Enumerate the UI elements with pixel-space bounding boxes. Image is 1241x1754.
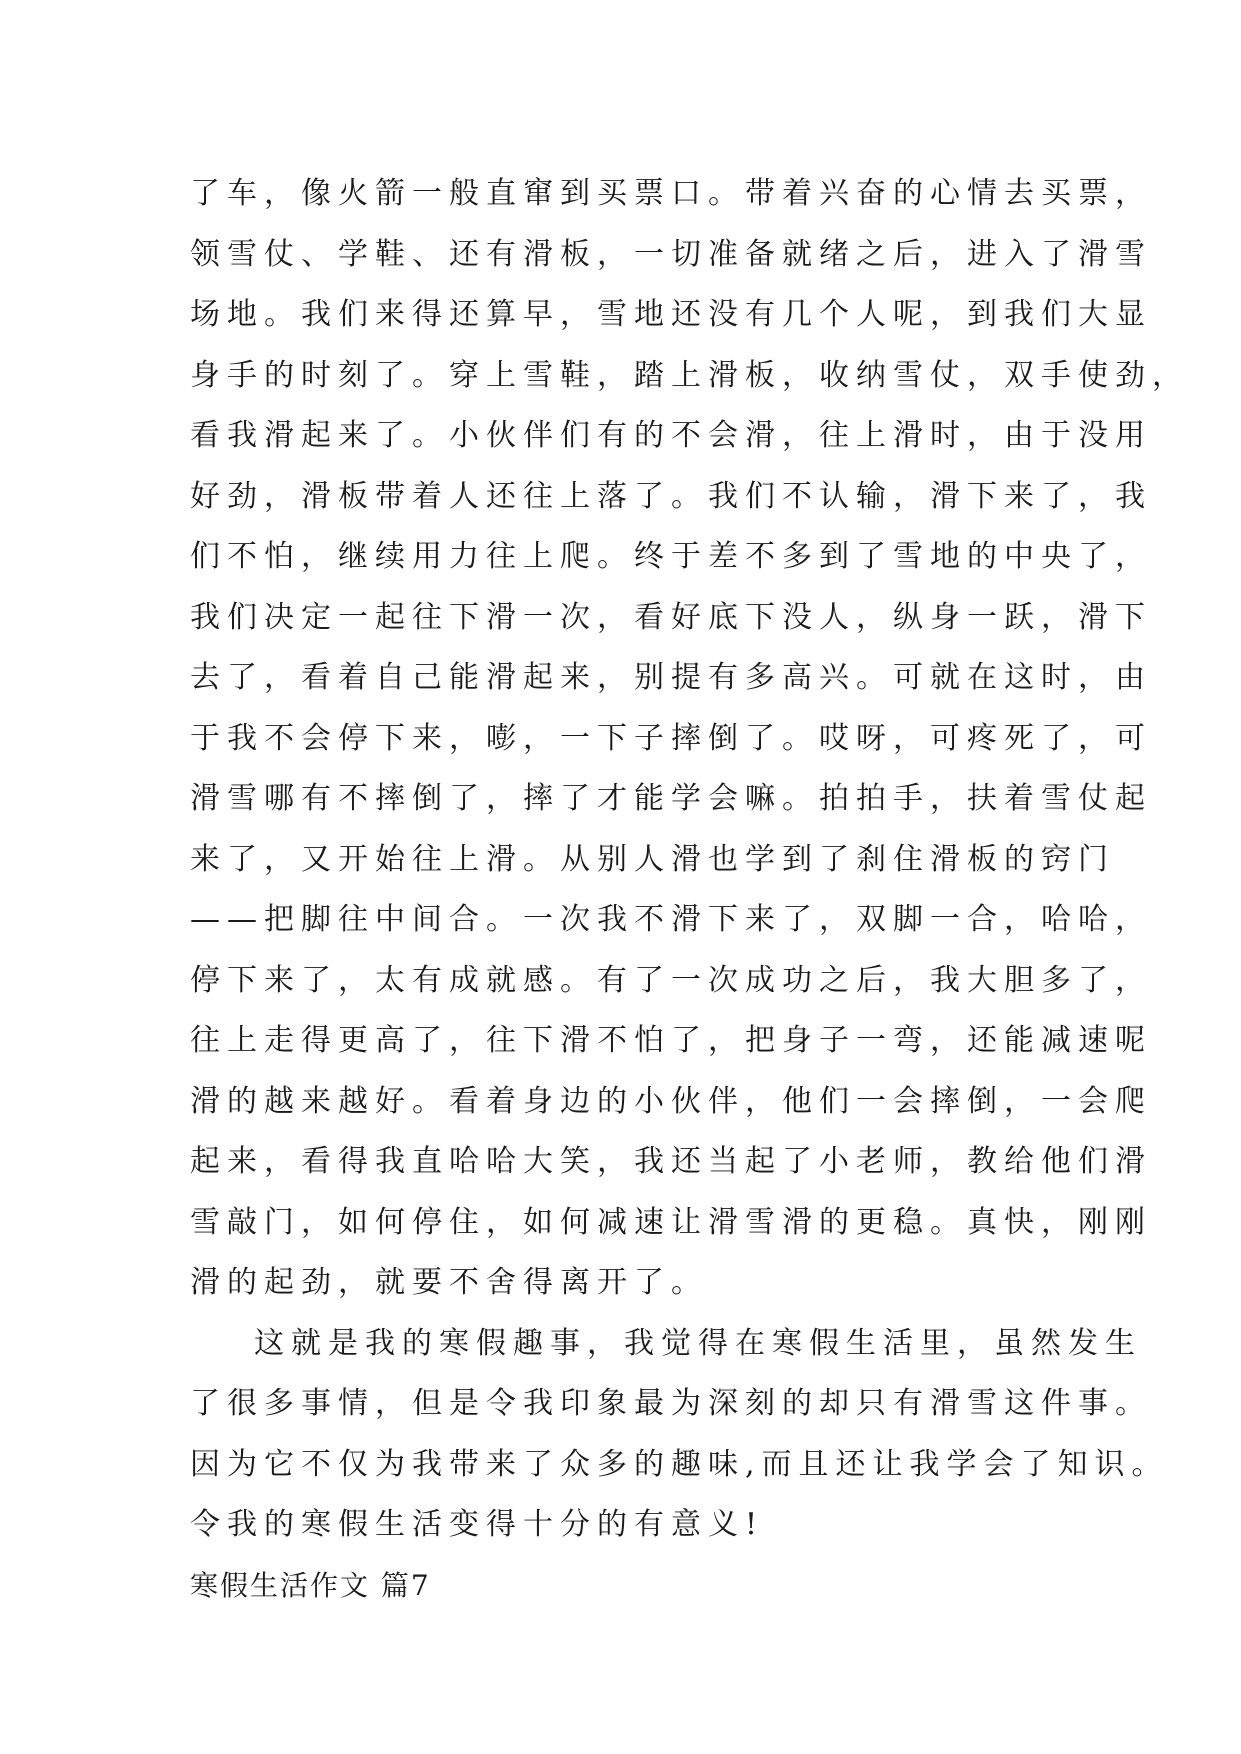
text-line: 起来，看得我直哈哈大笑，我还当起了小老师，教给他们滑 bbox=[190, 1144, 1152, 1179]
text-line: 好劲，滑板带着人还往上落了。我们不认输，滑下来了，我 bbox=[190, 478, 1152, 514]
text-line: ——把脚往中间合。一次我不滑下来了，双脚一合，哈哈， bbox=[190, 902, 1152, 937]
text-line: 因为它不仅为我带来了众多的趣味,而且还让我学会了知识。 bbox=[190, 1446, 1169, 1482]
text-line: 停下来了，太有成就感。有了一次成功之后，我大胆多了， bbox=[190, 962, 1152, 998]
text-line: 往上走得更高了，往下滑不怕了，把身子一弯，还能减速呢 bbox=[190, 1023, 1152, 1058]
text-line: 来了，又开始往上滑。从别人滑也学到了刹住滑板的窍门 bbox=[190, 841, 1115, 877]
text-line: 滑的起劲，就要不舍得离开了。 bbox=[190, 1265, 708, 1300]
body-text bbox=[190, 164, 1189, 1616]
text-line: 雪敲门，如何停住，如何减速让滑雪滑的更稳。真快，刚刚 bbox=[190, 1204, 1152, 1240]
text-line: 滑的越来越好。看着身边的小伙伴，他们一会摔倒，一会爬 bbox=[190, 1083, 1152, 1119]
text-line: 领雪仗、学鞋、还有滑板，一切准备就绪之后，进入了滑雪 bbox=[190, 236, 1152, 272]
text-line: 了车，像火箭一般直窜到买票口。带着兴奋的心情去买票， bbox=[190, 176, 1152, 211]
text-line: 身手的时刻了。穿上雪鞋，踏上滑板，收纳雪仗，双手使劲， bbox=[190, 357, 1189, 393]
text-line: 于我不会停下来，嘭，一下子摔倒了。哎呀，可疼死了，可 bbox=[190, 720, 1152, 756]
text-line: 令我的寒假生活变得十分的有意义! bbox=[190, 1507, 765, 1542]
text-line: 看我滑起来了。小伙伴们有的不会滑，往上滑时，由于没用 bbox=[190, 418, 1152, 453]
paragraph-first-line: 这就是我的寒假趣事，我觉得在寒假生活里，虽然发生 bbox=[254, 1325, 1142, 1361]
text-line: 我们决定一起往下滑一次，看好底下没人，纵身一跃，滑下 bbox=[190, 599, 1152, 635]
text-line: 场地。我们来得还算早，雪地还没有几个人呢，到我们大显 bbox=[190, 297, 1152, 332]
text-line: 滑雪哪有不摔倒了，摔了才能学会嘛。拍拍手，扶着雪仗起 bbox=[190, 781, 1152, 816]
text-line: 去了，看着自己能滑起来，别提有多高兴。可就在这时，由 bbox=[190, 660, 1152, 695]
text-line: 了很多事情，但是令我印象最为深刻的却只有滑雪这件事。 bbox=[190, 1386, 1152, 1421]
text-line: 们不怕，继续用力往上爬。终于差不多到了雪地的中央了， bbox=[190, 539, 1152, 574]
section-heading: 寒假生活作文 篇7 bbox=[190, 1568, 431, 1602]
